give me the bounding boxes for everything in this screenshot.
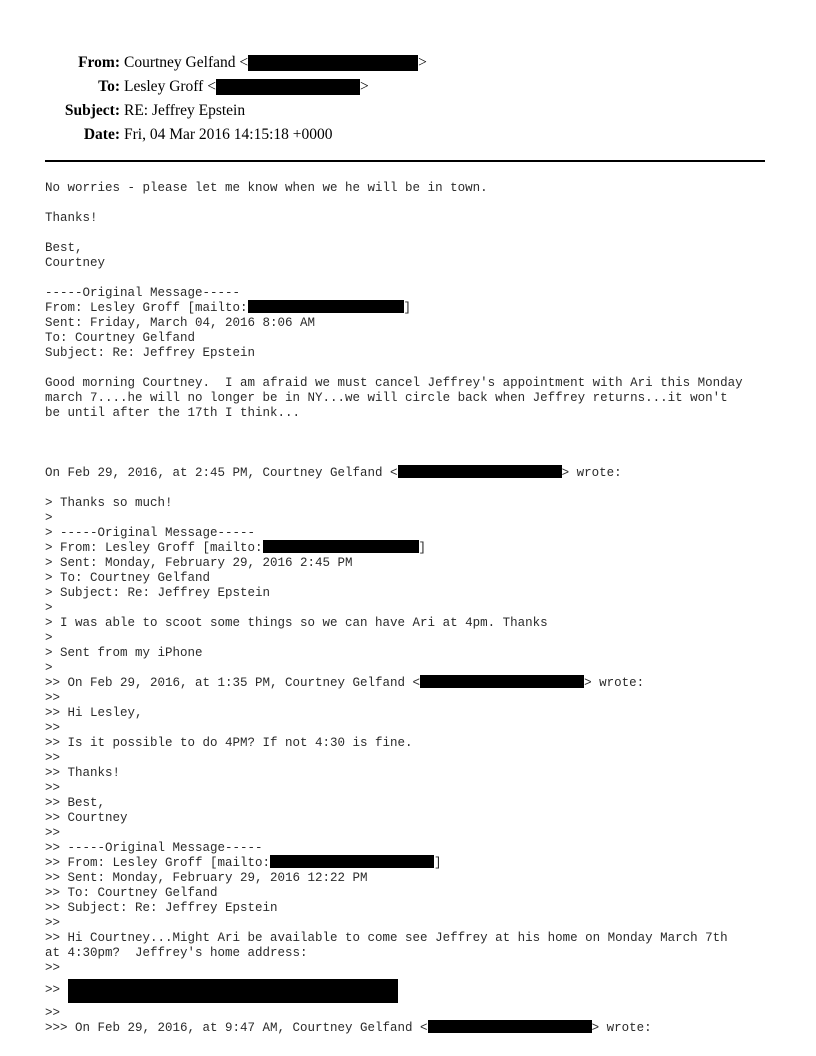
body-text: From: Lesley Groff [mailto: (45, 301, 248, 315)
body-line: > Subject: Re: Jeffrey Epstein (45, 586, 271, 600)
body-text: > From: Lesley Groff [mailto: (45, 541, 263, 555)
to-label: To: (98, 78, 120, 95)
body-line: Sent: Friday, March 04, 2016 8:06 AM (45, 316, 316, 330)
body-line: >> (45, 781, 61, 795)
body-line: > (45, 661, 53, 675)
email-header (0, 54, 816, 150)
body-line: >> Hi Lesley, (45, 706, 143, 720)
body-line (45, 301, 785, 316)
body-line: >> Sent: Monday, February 29, 2016 12:22 PM (45, 871, 368, 885)
body-line: > (45, 601, 53, 615)
to-name: Lesley Groff < (124, 78, 216, 95)
body-line: >> Best, (45, 796, 106, 810)
body-line: Courtney (45, 256, 106, 270)
body-line: No worries - please let me know when we he will be in town. (45, 181, 488, 195)
body-text: >> On Feb 29, 2016, at 1:35 PM, Courtney Gelfand < (45, 676, 421, 690)
blank-line (45, 271, 785, 286)
blank-line (45, 196, 785, 211)
body-line (45, 1021, 785, 1036)
redaction-bar (398, 465, 562, 478)
from-label: From: (78, 54, 120, 71)
body-line: march 7....he will no longer be in NY...we will circle back when Jeffrey returns...it won't (45, 391, 728, 405)
to-value (124, 78, 369, 96)
subject-label: Subject: (64, 102, 120, 119)
blank-line (45, 226, 785, 241)
body-line: > Thanks so much! (45, 496, 173, 510)
body-line: >> (45, 691, 61, 705)
body-line: > Sent: Monday, February 29, 2016 2:45 PM (45, 556, 353, 570)
date-value: Fri, 04 Mar 2016 14:15:18 +0000 (124, 126, 333, 143)
body-line: be until after the 17th I think... (45, 406, 301, 420)
from-name: Courtney Gelfand < (124, 54, 249, 71)
body-line: >> Is it possible to do 4PM? If not 4:30 is fine. (45, 736, 413, 750)
body-line: > To: Courtney Gelfand (45, 571, 211, 585)
body-line: > Sent from my iPhone (45, 646, 203, 660)
body-line: Best, (45, 241, 83, 255)
redaction-bar (68, 979, 398, 1003)
body-text: >> From: Lesley Groff [mailto: (45, 856, 271, 870)
body-line: at 4:30pm? Jeffrey's home address: (45, 946, 308, 960)
body-line: >> Subject: Re: Jeffrey Epstein (45, 901, 278, 915)
blank-line (45, 421, 785, 436)
from-value (124, 54, 427, 72)
body-line: Good morning Courtney. I am afraid we must cancel Jeffrey's appointment with Ari this Monday (45, 376, 743, 390)
body-line: >> (45, 826, 61, 840)
body-line: > (45, 511, 53, 525)
body-line: Thanks! (45, 211, 98, 225)
body-line (45, 676, 785, 691)
body-line: >> (45, 961, 61, 975)
body-line: > (45, 631, 53, 645)
body-text: > wrote: (584, 676, 645, 690)
body-line (45, 466, 785, 481)
body-line: >> (45, 721, 61, 735)
body-line: > -----Original Message----- (45, 526, 256, 540)
blank-line (45, 436, 785, 451)
body-text: >> (45, 982, 68, 997)
email-body (45, 181, 785, 1036)
date-label: Date: (83, 126, 120, 143)
redaction-bar (248, 300, 404, 313)
body-line: >> (45, 916, 61, 930)
redaction-bar (270, 855, 434, 868)
body-line (45, 856, 785, 871)
body-line: To: Courtney Gelfand (45, 331, 196, 345)
body-line: >> Courtney (45, 811, 128, 825)
header-from-row (0, 54, 816, 78)
header-to-row (0, 78, 816, 102)
body-line (45, 976, 785, 1006)
body-line: >> To: Courtney Gelfand (45, 886, 218, 900)
from-close: > (418, 54, 427, 71)
redaction-bar (420, 675, 584, 688)
body-line: >> Hi Courtney...Might Ari be available to come see Jeffrey at his home on Monday March 7th (45, 931, 728, 945)
to-close: > (359, 78, 369, 95)
blank-line (45, 481, 785, 496)
subject-value: RE: Jeffrey Epstein (124, 102, 246, 119)
body-text: >>> On Feb 29, 2016, at 9:47 AM, Courtney Gelfand < (45, 1021, 428, 1035)
header-date-row (0, 126, 816, 150)
body-line: >> (45, 1006, 61, 1020)
body-text: ] (403, 301, 412, 315)
body-text: > wrote: (591, 1021, 652, 1035)
body-text: On Feb 29, 2016, at 2:45 PM, Courtney Gelfand < (45, 466, 398, 480)
body-line: > I was able to scoot some things so we can have Ari at 4pm. Thanks (45, 616, 548, 630)
body-line: >> Thanks! (45, 766, 121, 780)
body-text: ] (418, 541, 427, 555)
blank-line (45, 361, 785, 376)
body-line: >> -----Original Message----- (45, 841, 263, 855)
redaction-bar (263, 540, 419, 553)
redaction-bar (248, 55, 418, 71)
header-divider (45, 160, 765, 162)
body-line: Subject: Re: Jeffrey Epstein (45, 346, 256, 360)
redaction-bar (428, 1020, 592, 1033)
body-line: >> (45, 751, 61, 765)
body-line (45, 541, 785, 556)
redaction-bar (216, 79, 360, 95)
blank-line (45, 451, 785, 466)
body-text: ] (434, 856, 442, 870)
body-text: > wrote: (561, 466, 622, 480)
header-subject-row (0, 102, 816, 126)
body-line: -----Original Message----- (45, 286, 241, 300)
